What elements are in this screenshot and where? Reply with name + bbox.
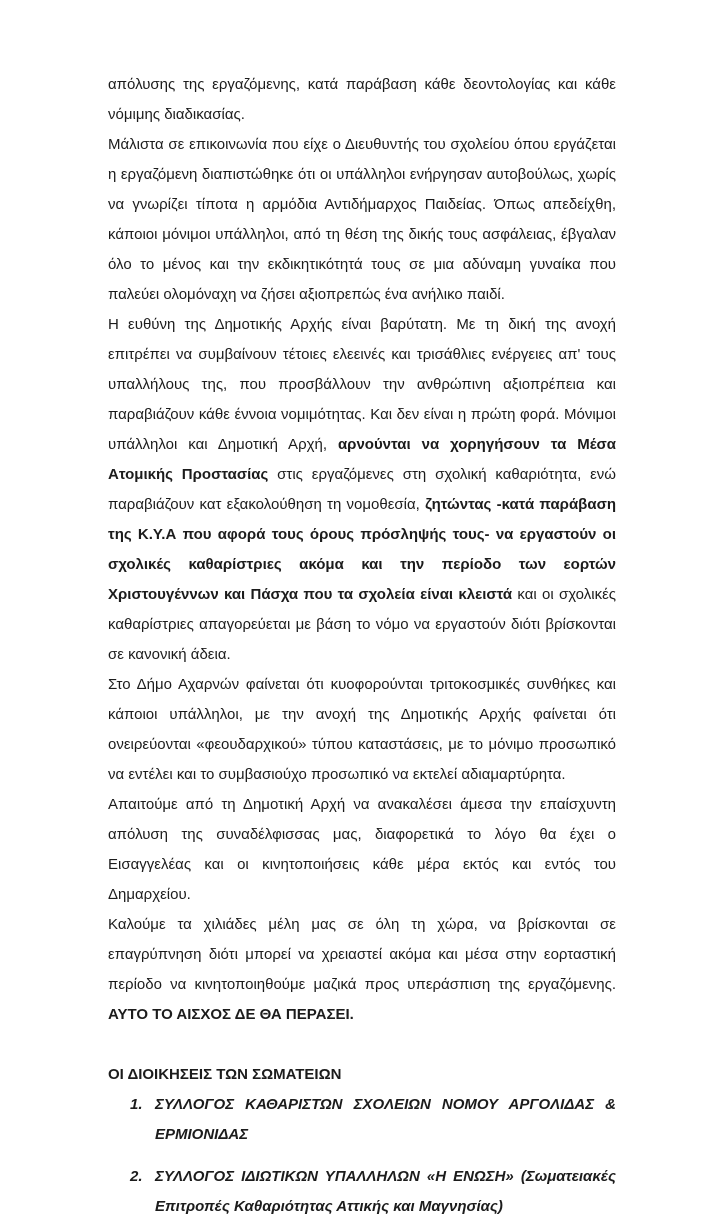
paragraph-municipal-responsibility	[108, 310, 616, 670]
paragraph-text: Η ευθύνη της Δημοτικής Αρχής είναι βαρύτατη. Με τη δική της ανοχή επιτρέπει να συμβαίνουν τέτοιες ελεεινές και τρισάθλιες ενέργειες απ' τους υπαλλήλους της, που προσβάλλουν την ανθρώπινη αξιοπρέπεια και παραβιάζουν κάθε έννοια νομιμότητας. Και δεν είναι η πρώτη φορά. Μόνιμοι υπάλληλοι και Δημοτική Αρχή,	[108, 316, 616, 453]
list-number: 1.	[130, 1096, 143, 1113]
paragraph-text-bold: ΑΥΤΟ ΤΟ ΑΙΣΧΟΣ ΔΕ ΘΑ ΠΕΡΑΣΕΙ.	[108, 1006, 354, 1023]
paragraph-text: Απαιτούμε από τη Δημοτική Αρχή να ανακαλέσει άμεσα την επαίσχυντη απόλυση της συναδέλφισσας μας, διαφορετικά το λόγο θα έχει ο Εισαγγελέας και οι κινητοποιήσεις κάθε μέρα εκτός και εντός του Δημαρχείου.	[108, 796, 616, 903]
paragraph-text: απόλυσης της εργαζόμενης, κατά παράβαση κάθε δεοντολογίας και κάθε νόμιμης διαδικασίας.	[108, 76, 616, 123]
list-item-text: ΣΥΛΛΟΓΟΣ ΚΑΘΑΡΙΣΤΩΝ ΣΧΟΛΕΙΩΝ ΝΟΜΟΥ ΑΡΓΟΛΙΔΑΣ & ΕΡΜΙΟΝΙΔΑΣ	[155, 1096, 616, 1143]
paragraph-demand-recall	[108, 790, 616, 910]
section-heading: ΟΙ ΔΙΟΙΚΗΣΕΙΣ ΤΩΝ ΣΩΜΑΤΕΙΩΝ	[108, 1066, 342, 1083]
paragraph-acharnes-conditions	[108, 670, 616, 790]
unions-list	[108, 1090, 616, 1222]
paragraph-text-bold: αρνούνται να χορηγήσουν τα Μέσα Ατομικής Προστασίας	[108, 436, 616, 483]
paragraph-text: στις εργαζόμενες στη σχολική καθαριότητα, ενώ παραβιάζουν κατ εξακολούθηση τη νομοθεσία,	[108, 466, 616, 513]
paragraph-text: Καλούμε τα χιλιάδες μέλη μας σε όλη τη χώρα, να βρίσκονται σε επαγρύπνηση διότι μπορεί να χρειαστεί ακόμα και μέσα στην εορταστική περίοδο να κινητοποιηθούμε μαζικά προς υπεράσπιση της εργαζόμενης.	[108, 916, 616, 993]
list-item-union-2	[108, 1162, 616, 1222]
paragraph-text: Στο Δήμο Αχαρνών φαίνεται ότι κυοφορούνται τριτοκοσμικές συνθήκες και κάποιοι υπάλληλοι, με την ανοχή της Δημοτικής Αρχής φαίνεται ότι ονειρεύονται «φεουδαρχικού» τύπου καταστάσεις, με το μόνιμο προσωπικό να εντέλει και το συμβασιούχο προσωπικό να εκτελεί αδιαμαρτύρητα.	[108, 676, 616, 783]
list-item-union-1	[108, 1090, 616, 1150]
paragraph-text: Μάλιστα σε επικοινωνία που είχε ο Διευθυντής του σχολείου όπου εργάζεται η εργαζόμενη διαπιστώθηκε ότι οι υπάλληλοι ενήργησαν αυτοβούλως, χωρίς να γνωρίζει τίποτα η αρμόδια Αντιδήμαρχος Παιδείας. Όπως απεδείχθη, κάποιοι μόνιμοι υπάλληλοι, από τη θέση της δικής τους ασφάλειας, έβγαλαν όλο το μένος και την εκδικητικότητά τους σε μια αδύναμη γυναίκα που παλεύει ολομόναχη να ζήσει αξιοπρεπώς ένα ανήλικο παιδί.	[108, 136, 616, 303]
paragraph-call-to-members	[108, 910, 616, 1030]
paragraph-text: και οι σχολικές καθαρίστριες απαγορεύεται με βάση το νόμο να εργαστούν διότι βρίσκονται σε κανονική άδεια.	[108, 586, 616, 663]
paragraph-dismissal	[108, 70, 616, 130]
paragraph-text-bold: ζητώντας -κατά παράβαση της Κ.Υ.Α που αφορά τους όρους πρόσληψής τους- να εργαστούν οι σχολικές καθαρίστριες ακόμα και την περίοδο των εορτών Χριστουγέννων και Πάσχα που τα σχολεία είναι κλειστά	[108, 496, 616, 603]
paragraph-school-director	[108, 130, 616, 310]
list-item-text: ΣΥΛΛΟΓΟΣ ΙΔΙΩΤΙΚΩΝ ΥΠΑΛΛΗΛΩΝ «Η ΕΝΩΣΗ» (Σωματειακές Επιτροπές Καθαριότητας Αττικής και Μαγνησίας)	[155, 1168, 616, 1215]
list-number: 2.	[130, 1168, 143, 1185]
